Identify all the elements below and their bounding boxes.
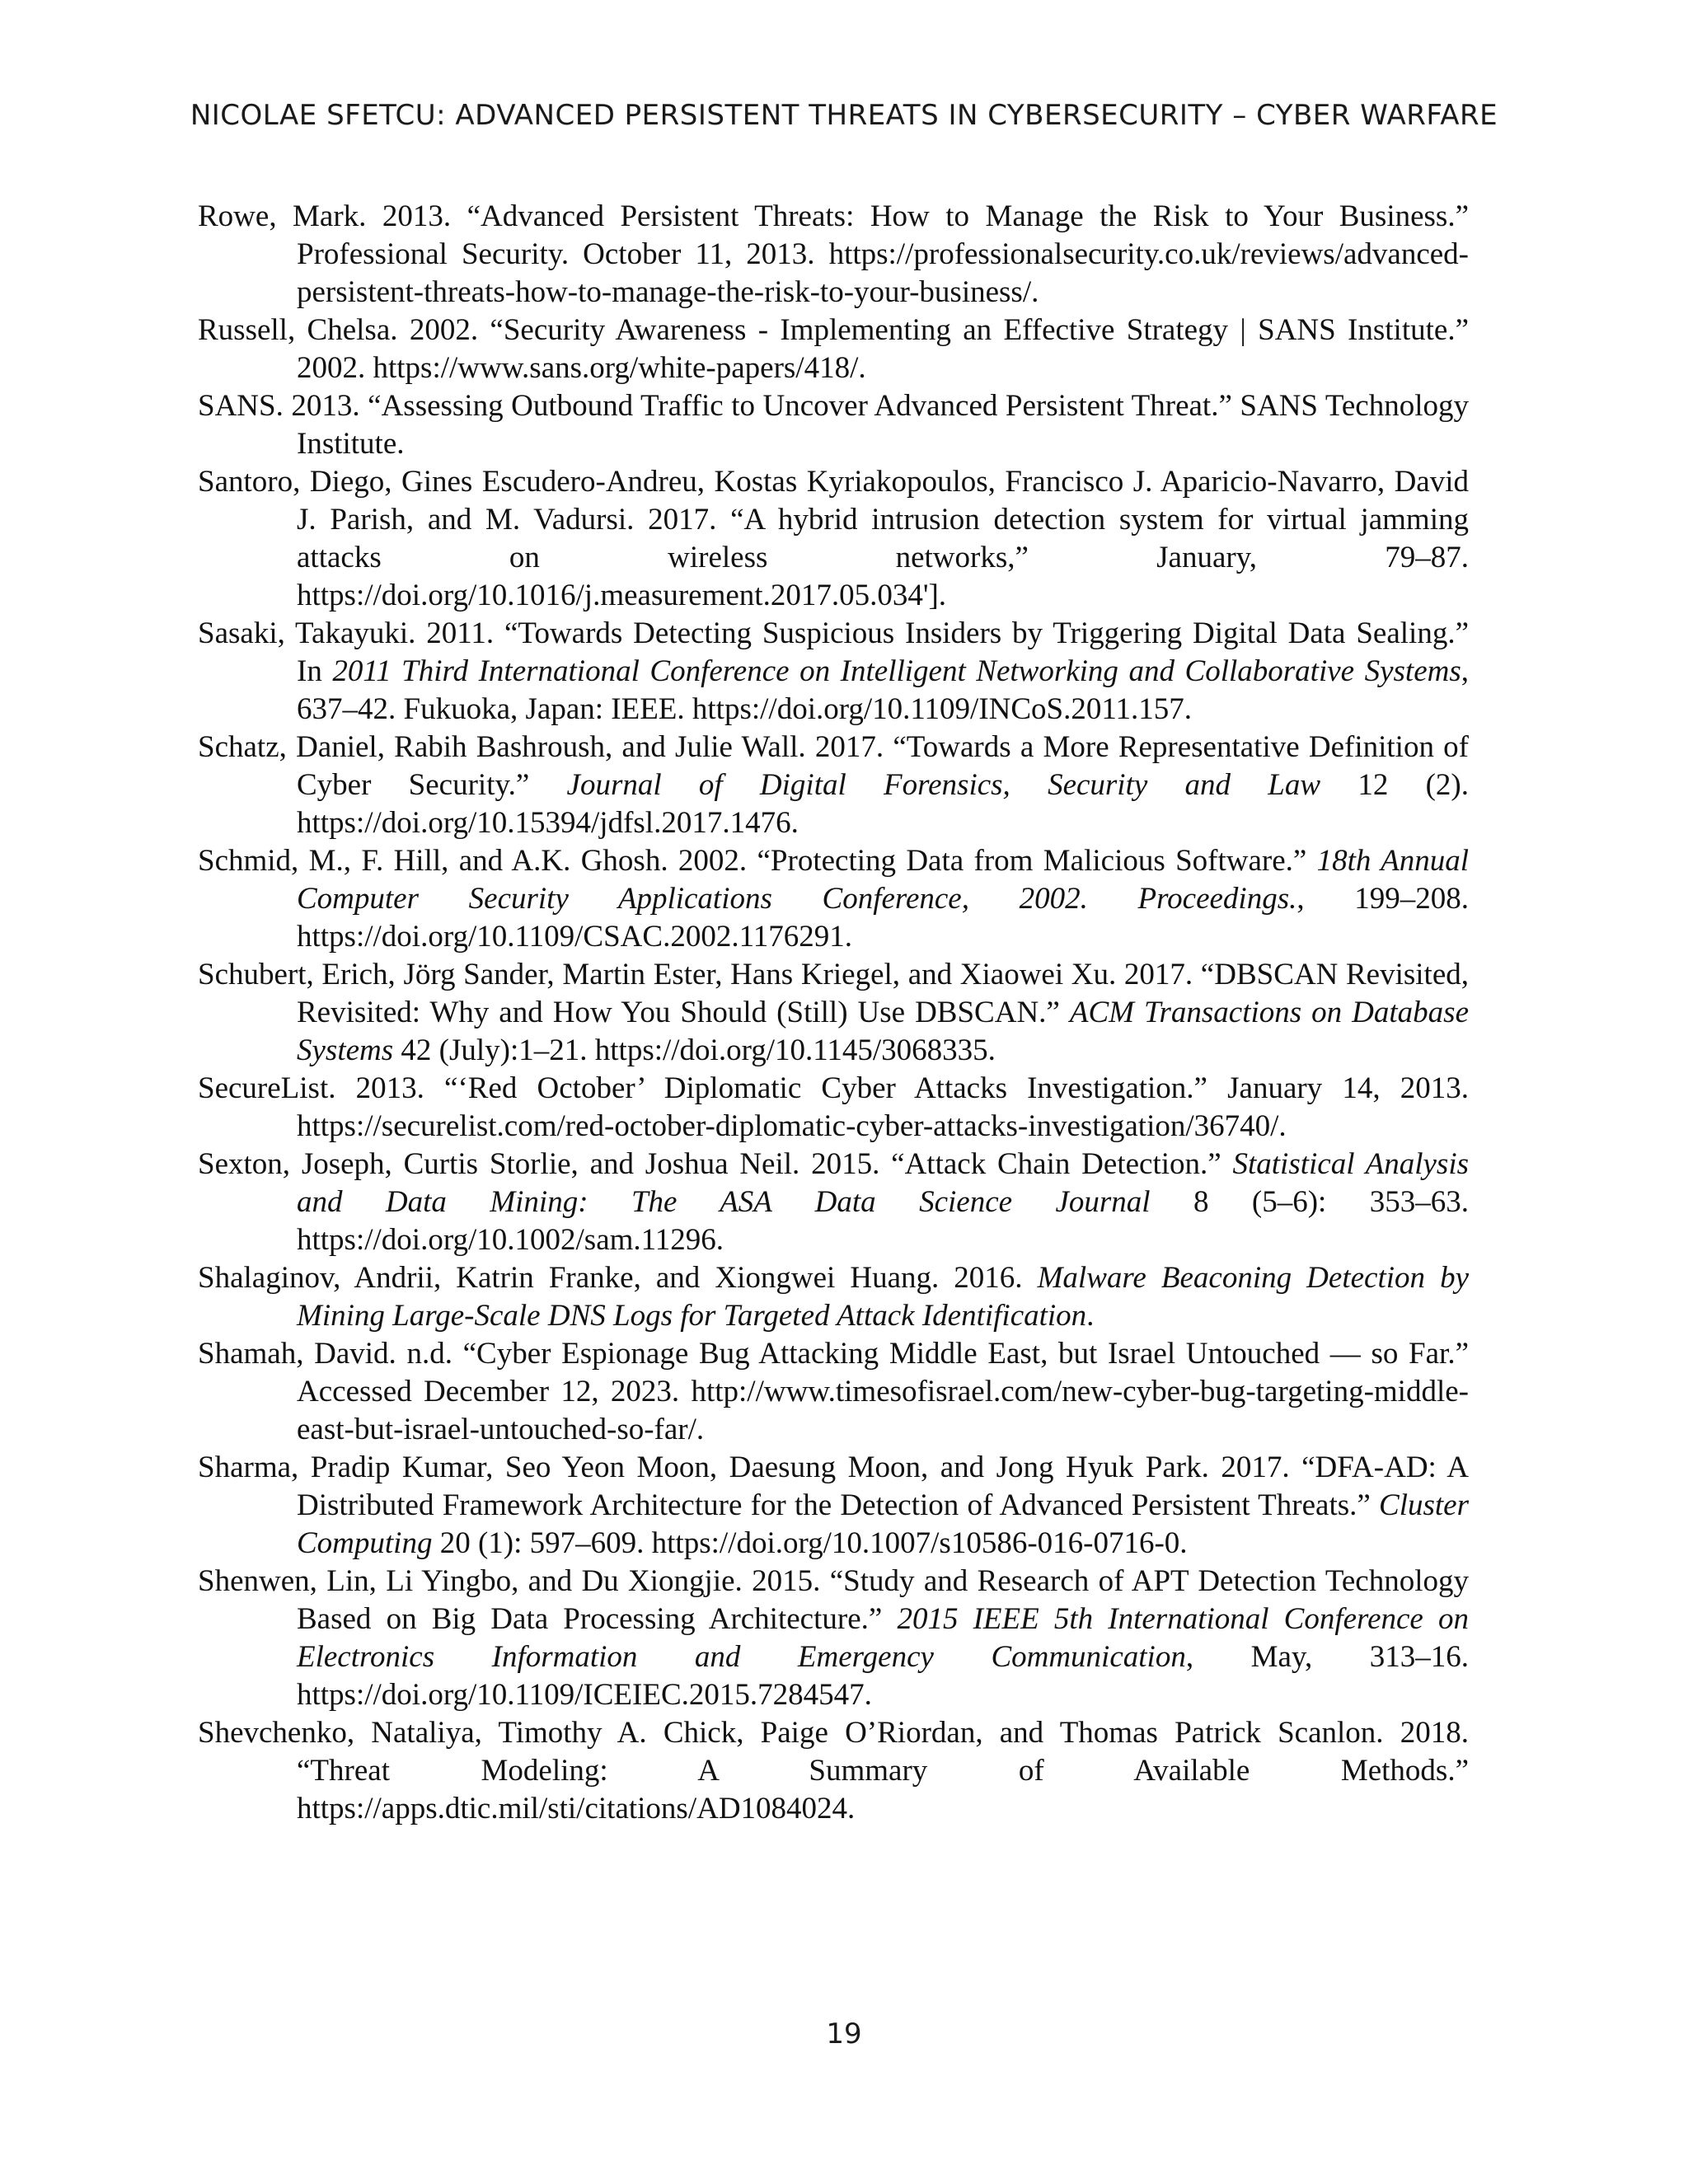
- reference-entry: [198, 1449, 1469, 1563]
- reference-text: SANS. 2013. “Assessing Outbound Traffic to Uncover Advanced Persistent Threat.” SANS Technology Institute.: [198, 389, 1469, 461]
- reference-text-tail: , 637–42. Fukuoka, Japan: IEEE. https://doi.org/10.1109/INCoS.2011.157.: [297, 654, 1470, 726]
- reference-source-title: 2011 Third International Conference on Intelligent Networking and Collaborative Systems: [332, 654, 1461, 688]
- reference-text: Sexton, Joseph, Curtis Storlie, and Joshua Neil. 2015. “Attack Chain Detection.”: [198, 1147, 1233, 1181]
- reference-entry: [198, 1259, 1469, 1335]
- reference-entry: [198, 615, 1469, 729]
- reference-text: Schubert, Erich, Jörg Sander, Martin Ester, Hans Kriegel, and Xiaowei Xu. 2017. “DBSCAN Revisited, Revisited: Why and How You Should (Still) Use DBSCAN.”: [198, 958, 1469, 1029]
- reference-entry: [198, 956, 1469, 1070]
- reference-entry: [198, 463, 1469, 615]
- reference-text: Shevchenko, Nataliya, Timothy A. Chick, Paige O’Riordan, and Thomas Patrick Scanlon. 2018. “Threat Modeling: A Summary of Available Methods.” https://apps.dtic.mil/sti/citations/AD1084024.: [198, 1716, 1469, 1825]
- reference-text-tail: 42 (July):1–21. https://doi.org/10.1145/3068335.: [393, 1033, 996, 1067]
- reference-text: Schmid, M., F. Hill, and A.K. Ghosh. 2002. “Protecting Data from Malicious Software.”: [198, 844, 1317, 878]
- reference-text-tail: 20 (1): 597–609. https://doi.org/10.1007/s10586-016-0716-0.: [432, 1526, 1188, 1560]
- reference-text-tail: .: [1086, 1299, 1095, 1333]
- reference-text: Shenwen, Lin, Li Yingbo, and Du Xiongjie. 2015. “Study and Research of APT Detection Technology Based on Big Data Processing Architecture.”: [198, 1564, 1469, 1636]
- reference-text: SecureList. 2013. “‘Red October’ Diplomatic Cyber Attacks Investigation.” January 14, 2013. https://securelist.com/red-october-diplomatic-cyber-attacks-investigation/36740/.: [198, 1071, 1469, 1143]
- reference-entry: [198, 842, 1469, 956]
- reference-text: Shalaginov, Andrii, Katrin Franke, and Xiongwei Huang. 2016.: [198, 1261, 1038, 1295]
- reference-source-title: Journal of Digital Forensics, Security and Law: [566, 768, 1321, 802]
- reference-source-title: Malware Beaconing Detection by Mining Large-Scale DNS Logs for Targeted Attack Identification: [297, 1261, 1469, 1333]
- reference-entry: [198, 312, 1469, 387]
- reference-source-title: 18th Annual Computer Security Applications Conference, 2002. Proceedings.: [297, 844, 1469, 916]
- reference-text: Shamah, David. n.d. “Cyber Espionage Bug Attacking Middle East, but Israel Untouched — so Far.” Accessed December 12, 2023. http://www.timesofisrael.com/new-cyber-bug-targeting-middle-east-but-israel-untouched-so-far/.: [198, 1337, 1469, 1446]
- reference-list: [198, 198, 1469, 1828]
- reference-entry: [198, 729, 1469, 842]
- running-header: NICOLAE SFETCU: ADVANCED PERSISTENT THREATS IN CYBERSECURITY – CYBER WARFARE: [190, 99, 1498, 132]
- reference-text: Santoro, Diego, Gines Escudero-Andreu, Kostas Kyriakopoulos, Francisco J. Aparicio-Navarro, David J. Parish, and M. Vadursi. 2017. “A hybrid intrusion detection system for virtual jamming attacks on wireless networks,” January, 79–87. https://doi.org/10.1016/j.measurement.2017.05.034'].: [198, 465, 1469, 612]
- reference-text: Sharma, Pradip Kumar, Seo Yeon Moon, Daesung Moon, and Jong Hyuk Park. 2017. “DFA-AD: A Distributed Framework Architecture for the Detection of Advanced Persistent Threats.”: [198, 1451, 1469, 1522]
- reference-entry: [198, 387, 1469, 463]
- reference-entry: [198, 198, 1469, 312]
- reference-text: Russell, Chelsa. 2002. “Security Awareness - Implementing an Effective Strategy | SANS Institute.” 2002. https://www.sans.org/white-papers/418/.: [198, 313, 1469, 385]
- reference-text-tail: , May, 313–16. https://doi.org/10.1109/ICEIEC.2015.7284547.: [297, 1640, 1469, 1712]
- reference-text-tail: 12 (2). https://doi.org/10.15394/jdfsl.2017.1476.: [297, 768, 1469, 840]
- reference-text: Rowe, Mark. 2013. “Advanced Persistent Threats: How to Manage the Risk to Your Business.” Professional Security. October 11, 2013. https://professionalsecurity.co.uk/reviews/advanced-persistent-threats-how-to-manage-the-risk-to-your-business/.: [198, 199, 1469, 309]
- reference-entry: [198, 1563, 1469, 1714]
- reference-source-title: Cluster Computing: [297, 1488, 1469, 1560]
- reference-text: Schatz, Daniel, Rabih Bashroush, and Julie Wall. 2017. “Towards a More Representative Definition of Cyber Security.”: [198, 730, 1469, 802]
- reference-source-title: 2015 IEEE 5th International Conference on Electronics Information and Emergency Communication: [297, 1602, 1469, 1674]
- reference-entry: [198, 1146, 1469, 1259]
- reference-text-tail: 8 (5–6): 353–63. https://doi.org/10.1002/sam.11296.: [297, 1185, 1469, 1257]
- reference-text-tail: , 199–208. https://doi.org/10.1109/CSAC.2002.1176291.: [297, 882, 1469, 954]
- reference-entry: [198, 1714, 1469, 1828]
- page-number: 19: [826, 2018, 862, 2050]
- reference-text: Sasaki, Takayuki. 2011. “Towards Detecting Suspicious Insiders by Triggering Digital Data Sealing.” In: [198, 616, 1469, 688]
- reference-source-title: ACM Transactions on Database Systems: [297, 996, 1469, 1067]
- reference-entry: [198, 1335, 1469, 1449]
- reference-entry: [198, 1070, 1469, 1146]
- reference-source-title: Statistical Analysis and Data Mining: The ASA Data Science Journal: [297, 1147, 1470, 1219]
